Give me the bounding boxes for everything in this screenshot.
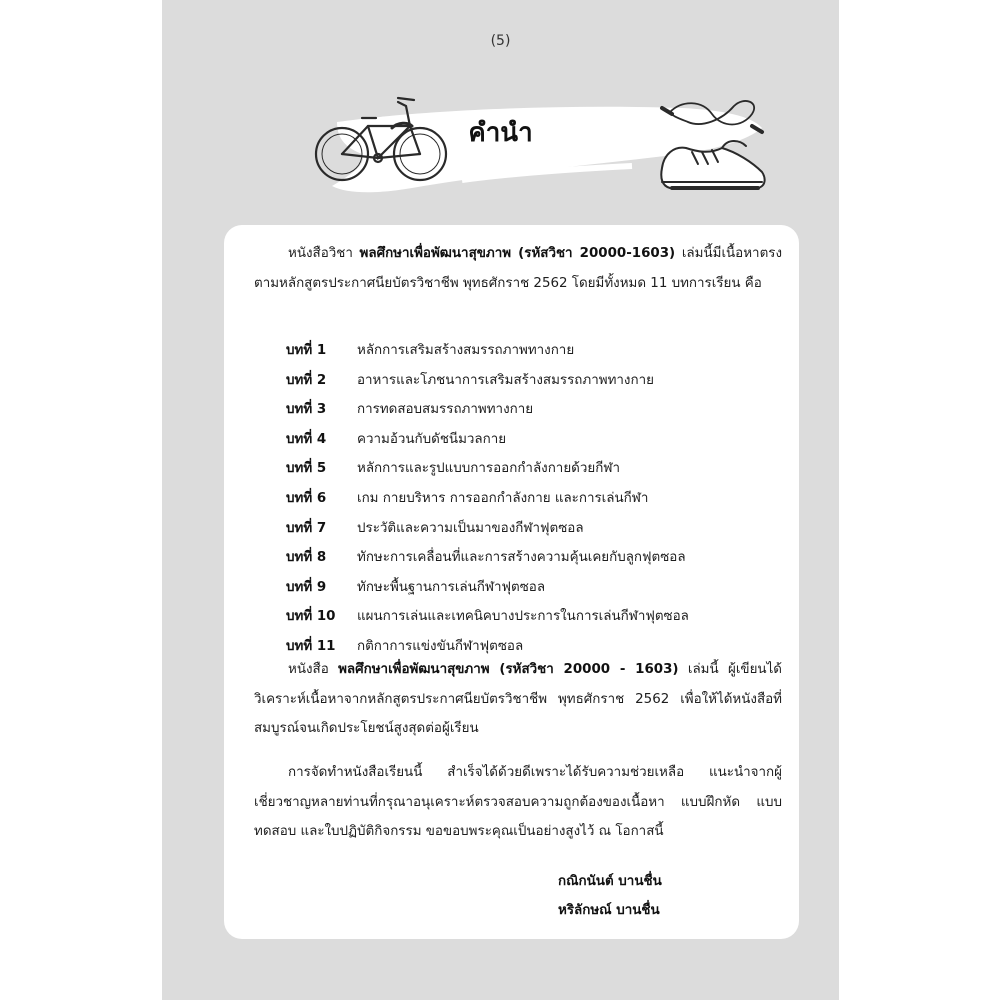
page-number: (5) (490, 33, 511, 49)
chapter-item (286, 543, 786, 573)
para2-lead: หนังสือ (288, 662, 329, 677)
chapter-item (286, 573, 786, 603)
chapter-item (286, 484, 786, 514)
chapter-title: แผนการเล่นและเทคนิคบางประการในการเล่นกีฬาฟุตซอล (357, 609, 689, 625)
intro-book-title: พลศึกษาเพื่อพัฒนาสุขภาพ (รหัสวิชา 20000-1603) (359, 246, 676, 261)
chapter-label: บทที่ 8 (286, 550, 327, 566)
chapter-label: บทที่ 2 (286, 372, 327, 388)
chapter-item (286, 366, 786, 396)
chapter-label: บทที่ 1 (286, 343, 327, 358)
content-card (224, 225, 799, 939)
para2-rest: เล่มนี้ ผู้เขียนได้วิเคราะห์เนื้อหาจากหลักสูตรประกาศนียบัตรวิชาชีพ พุทธศักราช 2562 เพื่อให้ได้หนังสือที่สมบูรณ์จนเกิดประโยชน์สูงสุดต่อผู้เรียน (254, 662, 782, 736)
chapter-title: ทักษะการเคลื่อนที่และการสร้างความคุ้นเคยกับลูกฟุตซอล (357, 550, 686, 566)
para2-book-title: พลศึกษาเพื่อพัฒนาสุขภาพ (รหัสวิชา 20000 - 1603) (338, 662, 679, 677)
author-name: หริลักษณ์ บานชื่น (558, 903, 660, 918)
chapter-title: การทดสอบสมรรถภาพทางกาย (357, 402, 534, 418)
para3-text: การจัดทำหนังสือเรียนนี้ สำเร็จได้ด้วยดีเพราะได้รับความช่วยเหลือ แนะนำจากผู้เชี่ยวชาญหลายท่านที่กรุณาอนุเคราะห์ตรวจสอบความถูกต้องของเนื้อหา แบบฝึกหัด แบบทดสอบ และใบปฏิบัติกิจกรรม ขอขอบพระคุณเป็นอย่างสูงไว้ ณ โอกาสนี้ (254, 765, 782, 839)
chapter-item (286, 454, 786, 484)
author-signature (558, 867, 662, 925)
author-name: กณิกนันต์ บานชื่น (558, 874, 662, 889)
third-paragraph (254, 758, 782, 847)
page-title: คำนำ (468, 118, 533, 148)
chapter-label: บทที่ 5 (286, 461, 327, 477)
chapter-label: บทที่ 10 (286, 609, 336, 625)
chapter-title: ทักษะพื้นฐานการเล่นกีฬาฟุตซอล (357, 579, 546, 595)
chapter-title: เกม กายบริหาร การออกกำลังกาย และการเล่นกีฬา (357, 490, 649, 506)
intro-paragraph (254, 239, 782, 298)
chapter-label: บทที่ 6 (286, 490, 327, 506)
chapter-item (286, 514, 786, 544)
chapter-title: กติกาการแข่งขันกีฬาฟุตซอล (357, 638, 524, 654)
chapter-label: บทที่ 11 (286, 638, 336, 654)
chapter-title: หลักการและรูปแบบการออกกำลังกายด้วยกีฬา (357, 461, 621, 477)
chapter-title: อาหารและโภชนาการเสริมสร้างสมรรถภาพทางกาย (357, 372, 654, 388)
chapter-label: บทที่ 4 (286, 431, 327, 447)
chapter-label: บทที่ 3 (286, 402, 327, 418)
chapter-item (286, 395, 786, 425)
chapter-label: บทที่ 7 (286, 520, 327, 536)
chapter-list (286, 336, 786, 662)
second-paragraph (254, 655, 782, 744)
chapter-title: ประวัติและความเป็นมาของกีฬาฟุตซอล (357, 520, 584, 536)
chapter-label: บทที่ 9 (286, 579, 327, 595)
chapter-title: หลักการเสริมสร้างสมรรถภาพทางกาย (357, 343, 575, 358)
book-page (162, 0, 839, 1000)
intro-rest: เล่มนี้มีเนื้อหาตรงตามหลักสูตรประกาศนียบัตรวิชาชีพ พุทธศักราช 2562 โดยมีทั้งหมด 11 บทการเรียน คือ (254, 246, 782, 291)
chapter-title: ความอ้วนกับดัชนีมวลกาย (357, 431, 507, 447)
chapter-item (286, 336, 786, 366)
intro-lead: หนังสือวิชา (288, 246, 353, 261)
chapter-item (286, 425, 786, 455)
chapter-item (286, 602, 786, 632)
